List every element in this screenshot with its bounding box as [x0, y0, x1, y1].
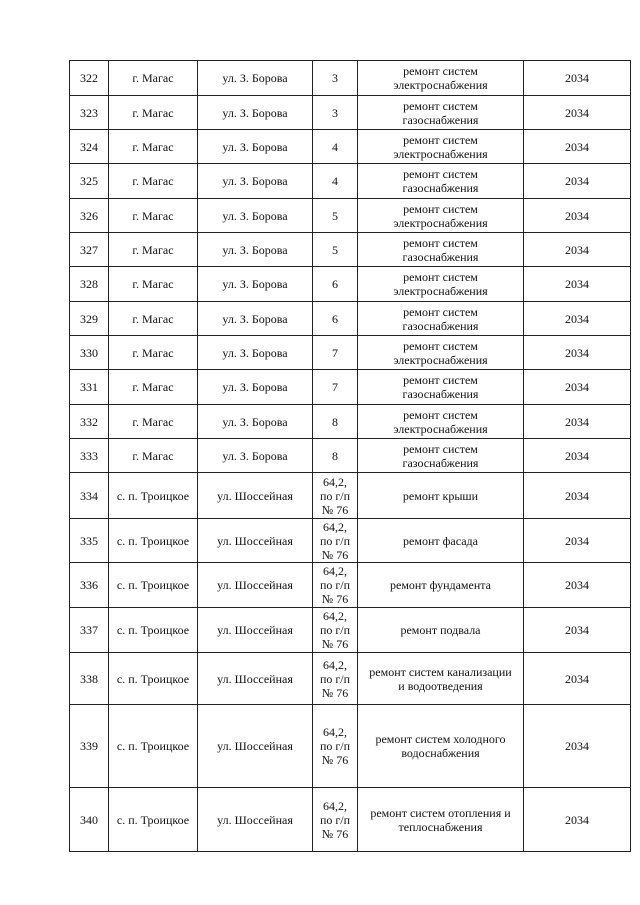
year-cell: 2034	[524, 519, 631, 563]
street-cell: ул. З. Борова	[198, 130, 313, 164]
table-row	[70, 788, 631, 852]
row-number-cell: 333	[70, 439, 109, 473]
house-number-line: по г/п	[319, 623, 351, 637]
street-cell: ул. Шоссейная	[198, 519, 313, 563]
year-cell: 2034	[524, 199, 631, 233]
house-number-line: по г/п	[319, 578, 351, 592]
work-type-line: ремонт подвала	[400, 623, 481, 637]
work-type-line: ремонт фасада	[403, 533, 478, 548]
table-body	[70, 61, 631, 852]
row-number-cell: 338	[70, 653, 109, 705]
locality-cell: г. Магас	[109, 199, 198, 233]
house-number-line: по г/п	[319, 812, 351, 827]
locality-cell: г. Магас	[109, 164, 198, 199]
locality-cell: с. п. Троицкое	[109, 653, 198, 705]
house-number-line: 4	[332, 139, 338, 154]
work-type-cell	[358, 267, 524, 302]
house-number-line: 64,2,	[323, 519, 347, 534]
house-number-line: 64,2,	[323, 474, 347, 489]
locality-cell: г. Магас	[109, 130, 198, 164]
street-cell: ул. З. Борова	[198, 370, 313, 405]
work-type-line: ремонт систем	[403, 407, 478, 422]
table-row	[70, 130, 631, 164]
year-cell: 2034	[524, 439, 631, 473]
row-number-cell: 327	[70, 233, 109, 267]
work-type-line: ремонт систем холодного	[375, 732, 506, 746]
table-row	[70, 608, 631, 653]
table-row	[70, 164, 631, 199]
house-number-cell	[313, 653, 358, 705]
row-number-cell: 337	[70, 608, 109, 653]
work-type-cell	[358, 653, 524, 705]
work-type-line: газоснабжения	[402, 455, 479, 470]
work-type-line: ремонт систем	[403, 98, 478, 113]
house-number-line: № 76	[321, 592, 349, 606]
street-cell: ул. З. Борова	[198, 405, 313, 439]
house-number-line: № 76	[321, 753, 349, 767]
row-number-cell: 329	[70, 302, 109, 336]
row-number-cell: 334	[70, 473, 109, 519]
work-type-line: электроснабжения	[393, 352, 488, 367]
locality-cell: г. Магас	[109, 302, 198, 336]
street-cell: ул. З. Борова	[198, 96, 313, 130]
year-cell: 2034	[524, 473, 631, 519]
locality-cell: с. п. Троицкое	[109, 788, 198, 852]
work-type-line: газоснабжения	[402, 181, 479, 195]
house-number-line: 64,2,	[323, 798, 347, 813]
row-number-cell: 340	[70, 788, 109, 852]
table-row	[70, 563, 631, 608]
house-number-cell	[313, 267, 358, 302]
street-cell: ул. Шоссейная	[198, 705, 313, 788]
house-number-line: по г/п	[319, 739, 351, 753]
table-row	[70, 267, 631, 302]
house-number-line: № 76	[321, 685, 349, 700]
work-type-line: и водоотведения	[398, 678, 483, 693]
house-number-line: № 76	[321, 502, 349, 517]
work-type-cell	[358, 233, 524, 267]
house-number-line: 6	[332, 311, 338, 326]
table-row	[70, 96, 631, 130]
work-type-cell	[358, 199, 524, 233]
house-number-cell	[313, 96, 358, 130]
work-type-line: ремонт крыши	[402, 488, 479, 503]
year-cell: 2034	[524, 302, 631, 336]
year-cell: 2034	[524, 164, 631, 199]
house-number-cell	[313, 788, 358, 852]
locality-cell: г. Магас	[109, 96, 198, 130]
work-type-line: теплоснабжения	[398, 819, 483, 834]
house-number-cell	[313, 519, 358, 563]
work-type-line: электроснабжения	[393, 284, 488, 298]
street-cell: ул. З. Борова	[198, 164, 313, 199]
street-cell: ул. Шоссейная	[198, 563, 313, 608]
locality-cell: г. Магас	[109, 336, 198, 370]
row-number-cell: 335	[70, 519, 109, 563]
table-row	[70, 302, 631, 336]
work-type-line: водоснабжения	[401, 746, 480, 760]
house-number-line: по г/п	[319, 533, 351, 548]
work-type-cell	[358, 473, 524, 519]
row-number-cell: 330	[70, 336, 109, 370]
work-type-line: ремонт систем	[403, 304, 478, 319]
year-cell: 2034	[524, 370, 631, 405]
house-number-line: 5	[332, 208, 338, 223]
house-number-line: № 76	[321, 547, 349, 562]
repair-schedule-table	[69, 60, 631, 852]
house-number-line: 3	[332, 105, 338, 120]
house-number-cell	[313, 164, 358, 199]
work-type-cell	[358, 788, 524, 852]
work-type-line: газоснабжения	[402, 387, 479, 401]
house-number-line: 4	[332, 174, 338, 188]
house-number-line: 6	[332, 277, 338, 291]
house-number-line: 8	[332, 414, 338, 429]
table-row	[70, 199, 631, 233]
locality-cell: с. п. Троицкое	[109, 519, 198, 563]
work-type-cell	[358, 563, 524, 608]
house-number-line: № 76	[321, 826, 349, 841]
house-number-cell	[313, 199, 358, 233]
house-number-cell	[313, 61, 358, 96]
table-row	[70, 653, 631, 705]
year-cell: 2034	[524, 608, 631, 653]
house-number-line: 3	[332, 71, 338, 85]
street-cell: ул. Шоссейная	[198, 473, 313, 519]
house-number-line: № 76	[321, 637, 349, 651]
row-number-cell: 325	[70, 164, 109, 199]
work-type-cell	[358, 519, 524, 563]
street-cell: ул. З. Борова	[198, 439, 313, 473]
row-number-cell: 328	[70, 267, 109, 302]
work-type-line: электроснабжения	[393, 78, 488, 92]
work-type-line: электроснабжения	[393, 215, 488, 230]
work-type-cell	[358, 302, 524, 336]
work-type-line: ремонт систем	[403, 270, 478, 284]
work-type-line: газоснабжения	[402, 249, 479, 264]
work-type-cell	[358, 370, 524, 405]
work-type-line: ремонт фундамента	[390, 578, 491, 592]
house-number-cell	[313, 705, 358, 788]
street-cell: ул. З. Борова	[198, 61, 313, 96]
house-number-line: 64,2,	[323, 609, 347, 623]
work-type-cell	[358, 164, 524, 199]
table-row	[70, 370, 631, 405]
work-type-line: ремонт систем	[403, 201, 478, 216]
house-number-cell	[313, 608, 358, 653]
table-row	[70, 61, 631, 96]
table-row	[70, 336, 631, 370]
year-cell: 2034	[524, 233, 631, 267]
work-type-cell	[358, 96, 524, 130]
year-cell: 2034	[524, 405, 631, 439]
locality-cell: с. п. Троицкое	[109, 563, 198, 608]
locality-cell: г. Магас	[109, 267, 198, 302]
house-number-cell	[313, 405, 358, 439]
house-number-cell	[313, 302, 358, 336]
work-type-line: ремонт систем канализации	[369, 664, 512, 679]
work-type-line: ремонт систем	[403, 132, 478, 147]
work-type-line: ремонт систем	[403, 235, 478, 250]
row-number-cell: 324	[70, 130, 109, 164]
house-number-cell	[313, 439, 358, 473]
street-cell: ул. Шоссейная	[198, 653, 313, 705]
house-number-cell	[313, 336, 358, 370]
work-type-cell	[358, 705, 524, 788]
year-cell: 2034	[524, 61, 631, 96]
table-row	[70, 473, 631, 519]
row-number-cell: 331	[70, 370, 109, 405]
street-cell: ул. З. Борова	[198, 267, 313, 302]
street-cell: ул. Шоссейная	[198, 788, 313, 852]
year-cell: 2034	[524, 96, 631, 130]
street-cell: ул. Шоссейная	[198, 608, 313, 653]
work-type-line: электроснабжения	[393, 146, 488, 161]
row-number-cell: 332	[70, 405, 109, 439]
row-number-cell: 322	[70, 61, 109, 96]
locality-cell: с. п. Троицкое	[109, 705, 198, 788]
locality-cell: г. Магас	[109, 233, 198, 267]
house-number-cell	[313, 563, 358, 608]
table-row	[70, 519, 631, 563]
table-row	[70, 233, 631, 267]
table-row	[70, 705, 631, 788]
work-type-line: ремонт систем	[403, 373, 478, 387]
locality-cell: с. п. Троицкое	[109, 608, 198, 653]
house-number-line: 5	[332, 242, 338, 257]
street-cell: ул. З. Борова	[198, 336, 313, 370]
house-number-cell	[313, 370, 358, 405]
work-type-cell	[358, 130, 524, 164]
work-type-line: электроснабжения	[393, 421, 488, 436]
work-type-line: ремонт систем	[403, 441, 478, 456]
year-cell: 2034	[524, 705, 631, 788]
work-type-cell	[358, 405, 524, 439]
street-cell: ул. З. Борова	[198, 233, 313, 267]
work-type-cell	[358, 61, 524, 96]
street-cell: ул. З. Борова	[198, 199, 313, 233]
row-number-cell: 336	[70, 563, 109, 608]
year-cell: 2034	[524, 336, 631, 370]
work-type-line: газоснабжения	[402, 112, 479, 127]
year-cell: 2034	[524, 130, 631, 164]
house-number-line: 8	[332, 448, 338, 463]
house-number-cell	[313, 130, 358, 164]
table-row	[70, 405, 631, 439]
work-type-cell	[358, 439, 524, 473]
house-number-cell	[313, 473, 358, 519]
work-type-cell	[358, 336, 524, 370]
house-number-line: 7	[332, 380, 338, 394]
year-cell: 2034	[524, 788, 631, 852]
house-number-line: по г/п	[319, 488, 351, 503]
locality-cell: г. Магас	[109, 405, 198, 439]
table-row	[70, 439, 631, 473]
house-number-line: по г/п	[319, 671, 351, 686]
work-type-line: ремонт систем	[403, 64, 478, 78]
work-type-line: ремонт систем отопления и	[370, 805, 511, 820]
house-number-line: 64,2,	[323, 657, 347, 672]
work-type-line: ремонт систем	[403, 167, 478, 181]
locality-cell: с. п. Троицкое	[109, 473, 198, 519]
house-number-line: 64,2,	[323, 725, 347, 739]
house-number-line: 64,2,	[323, 564, 347, 578]
locality-cell: г. Магас	[109, 439, 198, 473]
row-number-cell: 326	[70, 199, 109, 233]
work-type-line: газоснабжения	[402, 318, 479, 333]
house-number-cell	[313, 233, 358, 267]
year-cell: 2034	[524, 563, 631, 608]
street-cell: ул. З. Борова	[198, 302, 313, 336]
year-cell: 2034	[524, 653, 631, 705]
house-number-line: 7	[332, 345, 338, 360]
year-cell: 2034	[524, 267, 631, 302]
work-type-cell	[358, 608, 524, 653]
locality-cell: г. Магас	[109, 61, 198, 96]
work-type-line: ремонт систем	[403, 338, 478, 353]
row-number-cell: 339	[70, 705, 109, 788]
locality-cell: г. Магас	[109, 370, 198, 405]
row-number-cell: 323	[70, 96, 109, 130]
